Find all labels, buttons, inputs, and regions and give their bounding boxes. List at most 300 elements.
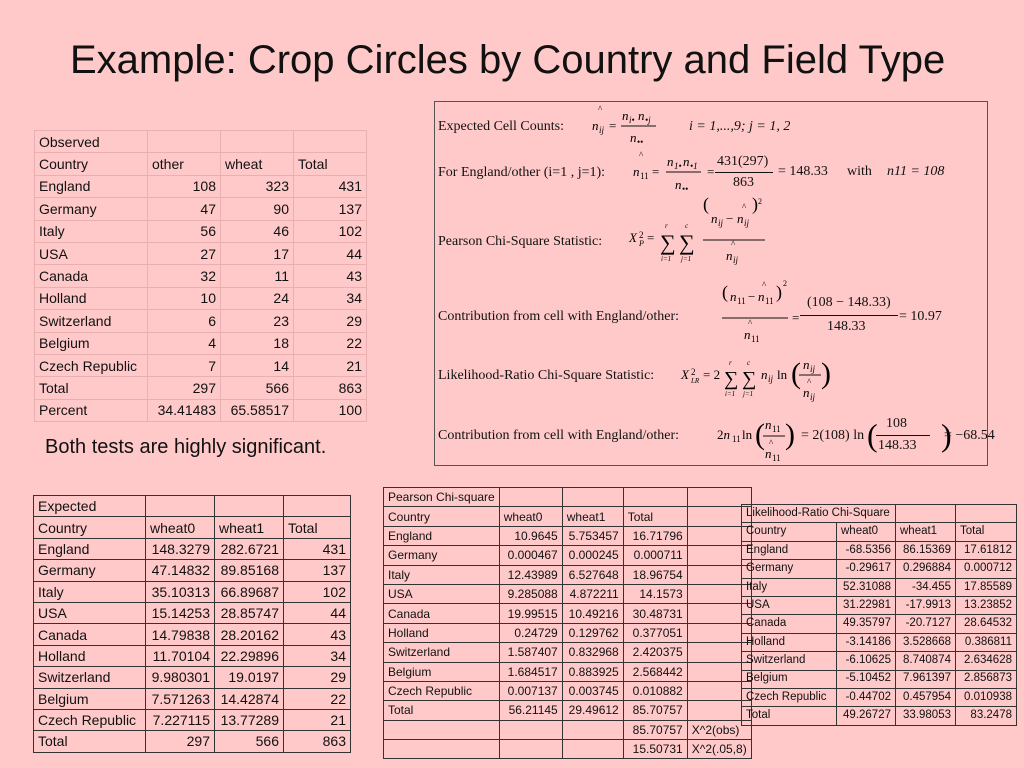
table-row	[384, 546, 752, 565]
value-cell: 0.883925	[562, 662, 623, 681]
value-cell: 137	[284, 560, 351, 581]
value-cell: 1.684517	[499, 662, 562, 681]
row-label-cell: Germany	[34, 560, 146, 581]
svg-text:∑: ∑	[679, 230, 695, 255]
value-cell: 14.1573	[623, 584, 687, 603]
value-cell: -5.10452	[837, 670, 896, 688]
value-cell: 4	[148, 332, 221, 354]
svg-text:^: ^	[807, 377, 812, 387]
value-cell: 0.386811	[956, 633, 1017, 651]
value-cell: 12.43989	[499, 565, 562, 584]
expected-range: i = 1,...,9; j = 1, 2	[689, 119, 791, 134]
value-cell: 7.961397	[896, 670, 956, 688]
table-row	[384, 604, 752, 623]
header-cell: Country	[384, 507, 500, 526]
expected-label: Expected	[34, 496, 146, 517]
value-cell: 28.85747	[215, 602, 284, 623]
table-row	[34, 581, 351, 602]
expected-header-row	[34, 517, 351, 538]
value-cell: 6	[148, 310, 221, 332]
row-label-cell: USA	[742, 596, 837, 614]
value-cell: 27	[148, 242, 221, 264]
lr-chisq-table	[741, 504, 1017, 726]
value-cell: -34.455	[896, 578, 956, 596]
svg-text:∑: ∑	[660, 230, 676, 255]
svg-text:2: 2	[783, 279, 787, 288]
svg-text:ln: ln	[777, 367, 788, 382]
row-label-cell: Total	[742, 707, 837, 725]
row-label-cell: Czech Republic	[742, 688, 837, 706]
value-cell: 2.634628	[956, 652, 1017, 670]
value-cell: 0.007137	[499, 681, 562, 700]
lr-fraction-bar	[876, 435, 930, 436]
row-label-cell: USA	[34, 602, 146, 623]
value-cell: 28.20162	[215, 624, 284, 645]
lr-contribution-result: = −68.54	[944, 428, 995, 443]
header-cell: Total	[294, 153, 367, 175]
pearson-contribution-formula	[720, 274, 800, 353]
table-row	[742, 633, 1017, 651]
svg-text:1•: 1•	[674, 161, 682, 171]
row-label-cell: Holland	[742, 633, 837, 651]
value-cell: 17	[221, 242, 294, 264]
svg-text:j=1: j=1	[681, 255, 692, 263]
value-cell: 2.856873	[956, 670, 1017, 688]
row-label-cell: Holland	[384, 623, 500, 642]
value-cell: 0.129762	[562, 623, 623, 642]
svg-text:^: ^	[731, 239, 736, 249]
value-cell: 18	[221, 332, 294, 354]
expected-cell-label: Expected Cell Counts:	[438, 119, 564, 134]
row-label-cell: Canada	[34, 624, 146, 645]
table-row	[34, 538, 351, 559]
header-cell: Country	[742, 523, 837, 541]
svg-text:^: ^	[769, 438, 774, 448]
svg-text:2: 2	[758, 197, 762, 206]
row-label-cell: Canada	[742, 615, 837, 633]
england-num: 431(297)	[717, 154, 769, 169]
svg-text:11: 11	[772, 453, 781, 463]
formula-panel	[434, 101, 995, 466]
value-cell: 297	[148, 377, 221, 399]
value-cell: 10.9645	[499, 526, 562, 545]
row-label-cell: Switzerland	[742, 652, 837, 670]
value-cell: 9.285088	[499, 584, 562, 603]
svg-text:^: ^	[742, 202, 747, 212]
table-row	[35, 220, 367, 242]
pearson-statistic-label: Pearson Chi-Square Statistic:	[438, 234, 603, 249]
row-label-cell: Switzerland	[34, 667, 146, 688]
svg-text:=: =	[609, 118, 617, 133]
header-cell: Total	[284, 517, 351, 538]
svg-text:(: (	[867, 417, 878, 453]
svg-text:^: ^	[598, 104, 603, 114]
svg-text:ln: ln	[742, 427, 753, 442]
chisq-crit-value: 15.50731	[623, 740, 687, 759]
row-label-cell: Holland	[34, 645, 146, 666]
value-cell: 4.872211	[562, 584, 623, 603]
value-cell: 566	[215, 731, 284, 752]
value-cell: 17.85589	[956, 578, 1017, 596]
svg-text:•1: •1	[690, 161, 698, 171]
svg-text:11: 11	[751, 334, 760, 344]
value-cell: 28.64532	[956, 615, 1017, 633]
chisq-obs-row	[384, 720, 752, 739]
value-cell: 29.49612	[562, 701, 623, 720]
value-cell: 17.61812	[956, 541, 1017, 559]
svg-text:11: 11	[640, 171, 649, 181]
value-cell: 0.832968	[562, 643, 623, 662]
value-cell: 43	[294, 265, 367, 287]
table-row	[34, 645, 351, 666]
value-cell: 1.587407	[499, 643, 562, 662]
value-cell: 108	[148, 175, 221, 197]
table-row	[742, 596, 1017, 614]
contribution-fraction-bar	[800, 315, 898, 316]
svg-text:2n: 2n	[717, 427, 730, 442]
value-cell: 85.70757	[623, 701, 687, 720]
lr-contribution-mid: = 2(108) ln	[801, 428, 865, 443]
table-row	[34, 624, 351, 645]
table-row	[742, 560, 1017, 578]
row-label-cell: Total	[384, 701, 500, 720]
row-label-cell: Czech Republic	[384, 681, 500, 700]
pearson-contribution-label: Contribution from cell with England/other:	[438, 309, 680, 324]
svg-text:ij: ij	[810, 392, 816, 402]
value-cell: 0.003745	[562, 681, 623, 700]
value-cell: 46	[221, 220, 294, 242]
svg-text:ij: ij	[599, 125, 605, 135]
svg-text:n: n	[630, 130, 637, 145]
svg-text:2: 2	[691, 367, 696, 377]
value-cell: 137	[294, 198, 367, 220]
value-cell: 34	[284, 645, 351, 666]
svg-text:−: −	[748, 289, 756, 304]
svg-text:c: c	[685, 222, 689, 230]
value-cell: 323	[221, 175, 294, 197]
svg-text:r: r	[729, 359, 732, 367]
lr-contribution-formula	[715, 408, 805, 469]
row-label-cell: Total	[35, 377, 148, 399]
row-label-cell: USA	[35, 242, 148, 264]
value-cell: 431	[294, 175, 367, 197]
svg-text:): )	[941, 417, 952, 453]
value-cell: 16.71796	[623, 526, 687, 545]
table-row	[742, 541, 1017, 559]
england-with: with	[847, 164, 872, 179]
row-label-cell: Percent	[35, 399, 148, 421]
value-cell: 22.29896	[215, 645, 284, 666]
svg-text:n: n	[765, 417, 772, 432]
row-label-cell: Belgium	[384, 662, 500, 681]
row-label-cell: Switzerland	[35, 310, 148, 332]
pearson-contribution-result: = 10.97	[899, 309, 942, 324]
svg-text:n: n	[744, 327, 751, 342]
england-expected-label: For England/other (i=1 , j=1):	[438, 165, 606, 180]
table-row	[35, 310, 367, 332]
value-cell: 49.26727	[837, 707, 896, 725]
value-cell: 21	[294, 354, 367, 376]
svg-text:i=1: i=1	[661, 255, 672, 263]
value-cell: -20.7127	[896, 615, 956, 633]
value-cell: 10.49216	[562, 604, 623, 623]
value-cell: 14	[221, 354, 294, 376]
svg-text:n: n	[758, 289, 765, 304]
svg-text:(: (	[791, 357, 801, 390]
row-label-cell: Canada	[35, 265, 148, 287]
value-cell: 11	[221, 265, 294, 287]
table-row	[34, 667, 351, 688]
value-cell: 14.42874	[215, 688, 284, 709]
value-cell: 566	[221, 377, 294, 399]
value-cell: 863	[294, 377, 367, 399]
value-cell: 49.35797	[837, 615, 896, 633]
value-cell: 148.3279	[146, 538, 215, 559]
svg-text:n: n	[638, 108, 645, 123]
row-label-cell: Italy	[35, 220, 148, 242]
value-cell: 35.10313	[146, 581, 215, 602]
svg-text:): )	[752, 194, 758, 214]
row-label-cell: Italy	[742, 578, 837, 596]
value-cell: 863	[284, 731, 351, 752]
table-row	[34, 731, 351, 752]
value-cell: 19.0197	[215, 667, 284, 688]
value-cell: 0.000712	[956, 560, 1017, 578]
value-cell: 34.41483	[148, 399, 221, 421]
observed-label: Observed	[35, 131, 148, 153]
value-cell: 0.24729	[499, 623, 562, 642]
england-den: 863	[733, 175, 754, 190]
table-row	[35, 265, 367, 287]
svg-text:∑: ∑	[724, 368, 739, 390]
table-row	[34, 602, 351, 623]
value-cell: 0.000245	[562, 546, 623, 565]
value-cell: -17.9913	[896, 596, 956, 614]
lr-label-row	[742, 505, 1017, 523]
value-cell: 52.31088	[837, 578, 896, 596]
value-cell: 89.85168	[215, 560, 284, 581]
england-fraction-bar	[715, 172, 773, 173]
value-cell: 13.77289	[215, 709, 284, 730]
expected-label-row	[34, 496, 351, 517]
value-cell: 102	[294, 220, 367, 242]
svg-text:i•: i•	[629, 115, 635, 125]
value-cell: 29	[294, 310, 367, 332]
slide-title: Example: Crop Circles by Country and Field Type	[70, 38, 946, 82]
value-cell: 22	[294, 332, 367, 354]
svg-text:r: r	[665, 222, 668, 230]
row-label-cell: Canada	[384, 604, 500, 623]
svg-text:n: n	[667, 154, 674, 169]
row-label-cell: Germany	[742, 560, 837, 578]
expected-table	[33, 495, 351, 753]
header-cell: wheat	[221, 153, 294, 175]
value-cell: 90	[221, 198, 294, 220]
value-cell: 0.010882	[623, 681, 687, 700]
lr-label: Likelihood-Ratio Chi-Square	[742, 505, 896, 523]
value-cell: 56	[148, 220, 221, 242]
value-cell: 31.22981	[837, 596, 896, 614]
lr-contribution-num: 108	[886, 416, 907, 431]
svg-text:11: 11	[772, 424, 781, 434]
value-cell: 43	[284, 624, 351, 645]
table-row	[742, 652, 1017, 670]
value-cell: 86.15369	[896, 541, 956, 559]
svg-text:^: ^	[639, 150, 644, 160]
row-label-cell: Belgium	[34, 688, 146, 709]
lr-contribution-label: Contribution from cell with England/other:	[438, 428, 680, 443]
svg-text:= 2: = 2	[703, 367, 721, 382]
value-cell: 34	[294, 287, 367, 309]
value-cell: 15.14253	[146, 602, 215, 623]
observed-header-row	[35, 153, 367, 175]
conclusion-note: Both tests are highly significant.	[45, 436, 327, 458]
value-cell: 102	[284, 581, 351, 602]
row-label-cell: Czech Republic	[34, 709, 146, 730]
svg-text:n: n	[622, 108, 629, 123]
row-label-cell: Belgium	[742, 670, 837, 688]
table-row	[384, 623, 752, 642]
value-cell: 0.457954	[896, 688, 956, 706]
svg-text:n: n	[683, 154, 690, 169]
chisq-obs-label: X^2(obs)	[687, 720, 751, 739]
svg-text:(: (	[703, 194, 709, 214]
value-cell: 11.70104	[146, 645, 215, 666]
svg-text:n: n	[633, 164, 640, 179]
value-cell: 56.21145	[499, 701, 562, 720]
value-cell: 9.980301	[146, 667, 215, 688]
svg-text:LR: LR	[691, 377, 700, 385]
svg-text:••: ••	[637, 137, 644, 147]
svg-text:ij: ij	[768, 374, 774, 384]
value-cell: 431	[284, 538, 351, 559]
svg-text:): )	[785, 418, 795, 451]
value-cell: 13.23852	[956, 596, 1017, 614]
value-cell: 0.296884	[896, 560, 956, 578]
svg-text:2: 2	[639, 230, 644, 240]
table-row	[384, 643, 752, 662]
value-cell: 0.010938	[956, 688, 1017, 706]
chisq-crit-row	[384, 740, 752, 759]
value-cell: 297	[146, 731, 215, 752]
observed-label-row	[35, 131, 367, 153]
england-n11: n11 = 108	[887, 164, 945, 179]
value-cell: 83.2478	[956, 707, 1017, 725]
table-row	[35, 377, 367, 399]
value-cell: -6.10625	[837, 652, 896, 670]
row-label-cell: Total	[34, 731, 146, 752]
pearson-contribution-num: (108 − 148.33)	[807, 295, 891, 310]
svg-text:ij: ij	[744, 218, 750, 228]
value-cell: 14.79838	[146, 624, 215, 645]
table-row	[35, 287, 367, 309]
svg-text:••: ••	[682, 184, 689, 194]
chisq-obs-value: 85.70757	[623, 720, 687, 739]
svg-text:=: =	[652, 164, 660, 179]
value-cell: 30.48731	[623, 604, 687, 623]
row-label-cell: England	[384, 526, 500, 545]
value-cell: 21	[284, 709, 351, 730]
value-cell: 65.58517	[221, 399, 294, 421]
svg-text:P: P	[639, 239, 644, 248]
england-result: = 148.33	[778, 164, 828, 179]
svg-text:X: X	[681, 367, 689, 382]
table-row	[742, 578, 1017, 596]
row-label-cell: Italy	[34, 581, 146, 602]
table-row	[35, 242, 367, 264]
svg-text:X: X	[629, 230, 637, 245]
table-row	[35, 175, 367, 197]
value-cell: 66.89687	[215, 581, 284, 602]
pearson-chisq-table	[383, 487, 752, 759]
table-row	[742, 707, 1017, 725]
pearson-formula	[627, 194, 777, 275]
lr-statistic-label: Likelihood-Ratio Chi-Square Statistic:	[438, 368, 655, 383]
svg-text:=: =	[707, 164, 715, 179]
header-cell: Total	[623, 507, 687, 526]
row-label-cell: Germany	[384, 546, 500, 565]
table-row	[742, 670, 1017, 688]
svg-text:n: n	[765, 446, 772, 461]
value-cell: 44	[284, 602, 351, 623]
svg-text:n: n	[803, 357, 810, 372]
row-label-cell: Germany	[35, 198, 148, 220]
table-row	[384, 526, 752, 545]
table-row	[34, 560, 351, 581]
table-row	[384, 701, 752, 720]
table-row	[384, 662, 752, 681]
value-cell: 0.000467	[499, 546, 562, 565]
table-row	[34, 688, 351, 709]
value-cell: 6.527648	[562, 565, 623, 584]
svg-text:11: 11	[732, 434, 741, 444]
value-cell: -0.29617	[837, 560, 896, 578]
value-cell: -3.14186	[837, 633, 896, 651]
svg-text:=: =	[792, 310, 800, 325]
pearson-contribution-den: 148.33	[827, 319, 866, 334]
row-label-cell: Belgium	[35, 332, 148, 354]
header-cell: Country	[35, 153, 148, 175]
row-label-cell: England	[35, 175, 148, 197]
value-cell: 282.6721	[215, 538, 284, 559]
value-cell: 5.753457	[562, 526, 623, 545]
header-cell: wheat1	[562, 507, 623, 526]
svg-text:c: c	[747, 359, 751, 367]
row-label-cell: USA	[384, 584, 500, 603]
lr-contribution-den: 148.33	[878, 438, 917, 453]
svg-text:ij: ij	[733, 255, 739, 265]
value-cell: 2.568442	[623, 662, 687, 681]
svg-text:n: n	[675, 177, 682, 192]
svg-text:•j: •j	[645, 115, 651, 125]
svg-text:n: n	[711, 211, 718, 226]
value-cell: -68.5356	[837, 541, 896, 559]
value-cell: 19.99515	[499, 604, 562, 623]
lr-header-row	[742, 523, 1017, 541]
value-cell: 18.96754	[623, 565, 687, 584]
svg-text:∑: ∑	[742, 368, 757, 390]
svg-text:(: (	[722, 282, 728, 302]
row-label-cell: Switzerland	[384, 643, 500, 662]
row-label-cell: Holland	[35, 287, 148, 309]
row-label-cell: Czech Republic	[35, 354, 148, 376]
lr-formula	[679, 349, 839, 412]
table-row	[384, 681, 752, 700]
table-row	[35, 332, 367, 354]
svg-text:i=1: i=1	[725, 390, 736, 398]
header-cell: other	[148, 153, 221, 175]
value-cell: 3.528668	[896, 633, 956, 651]
